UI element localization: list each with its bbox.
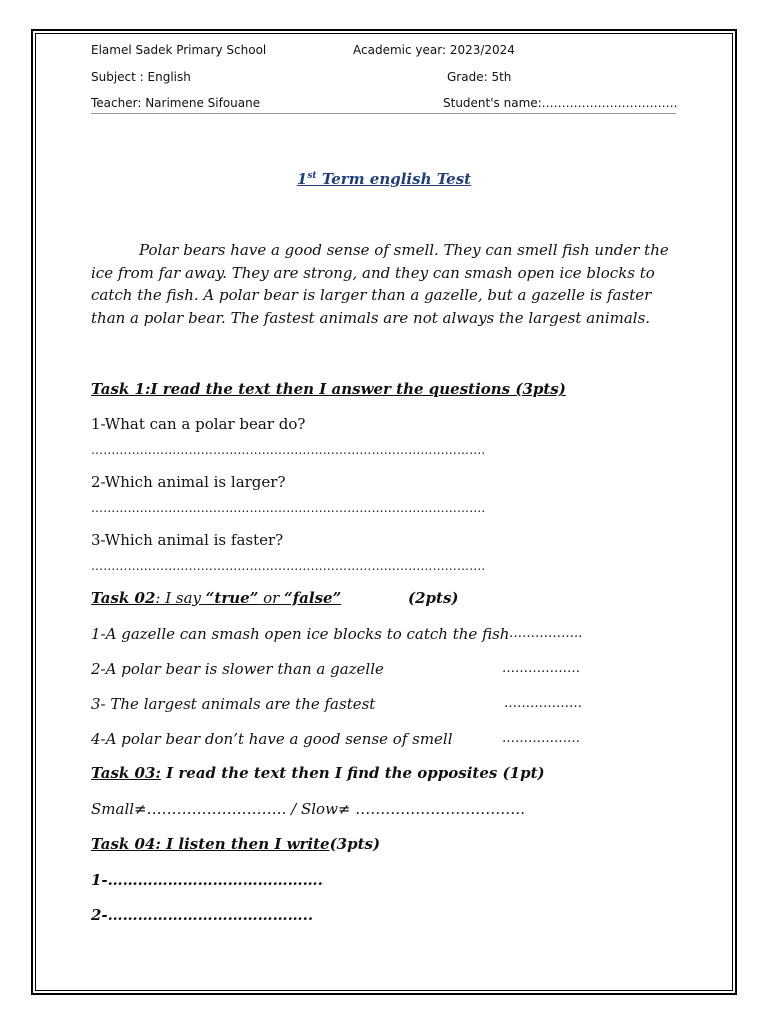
task2-blank-2[interactable]: ……………… <box>502 661 580 676</box>
task3-opposites-line[interactable]: Small≠………………………. / Slow≠ ……………………………. <box>91 800 526 818</box>
task4-points: (3pts) <box>329 835 381 853</box>
student-name-field[interactable]: Student's name:……………………………. <box>443 96 678 110</box>
task2-statement-2: 2-A polar bear is slower than a gazelle <box>91 660 384 678</box>
task3-label: Task 03: <box>91 764 161 782</box>
subject: Subject : English <box>91 70 191 84</box>
task1-question-3: 3-Which animal is faster? <box>91 531 284 549</box>
school-name: Elamel Sadek Primary School <box>91 43 267 57</box>
task1-question-2: 2-Which animal is larger? <box>91 473 286 491</box>
task2-label: Task 02 <box>91 589 156 607</box>
task2-blank-1[interactable]: …………….. <box>509 626 583 641</box>
task4-line-1[interactable]: 1-……………………………………. <box>91 871 323 889</box>
task2-points: (2pts) <box>408 589 459 607</box>
task2-instruction: : I say <box>155 589 206 607</box>
task1-answer-3[interactable]: ……………………………………………………………………………………. <box>91 559 486 573</box>
task2-blank-4[interactable]: ……………… <box>502 731 580 746</box>
task3-instruction: I read the text then I find the opposites (1pt) <box>160 764 545 782</box>
title-ordinal: 1 <box>296 170 308 188</box>
task2-true-word: “true” <box>205 589 259 607</box>
task4-line-2[interactable]: 2-………………………………….. <box>91 906 314 924</box>
task2-or-word: or <box>258 589 285 607</box>
task2-blank-3[interactable]: ……………… <box>504 696 582 711</box>
teacher: Teacher: Narimene Sifouane <box>91 96 261 110</box>
grade: Grade: 5th <box>447 70 512 84</box>
header-divider <box>91 113 676 114</box>
title-text: Term english Test <box>316 170 472 188</box>
task2-false-word: “false” <box>284 589 342 607</box>
task1-heading: Task 1:I read the text then I answer the questions (3pts) <box>91 380 566 398</box>
task1-answer-1[interactable]: ……………………………………………………………………………………. <box>91 443 486 457</box>
task2-statement-4: 4-A polar bear don’t have a good sense of smell <box>91 730 453 748</box>
task4-label: Task 04: I listen then I write <box>91 835 330 853</box>
academic-year: Academic year: 2023/2024 <box>353 43 515 57</box>
title-ordinal-suffix: st <box>307 171 317 181</box>
reading-passage <box>91 239 681 329</box>
task3-heading <box>91 764 545 782</box>
task2-statement-1: 1-A gazelle can smash open ice blocks to catch the fish <box>91 625 510 643</box>
passage-text: Polar bears have a good sense of smell. They can smell fish under the ice from far away. They are strong, and they can smash open ice blocks to catch the fish. A polar bear is larger than a gazelle, but a gazelle is faster than a polar bear. The fastest animals are not always the largest animals. <box>91 241 669 327</box>
task2-statement-3: 3- The largest animals are the fastest <box>91 695 376 713</box>
task1-question-1: 1-What can a polar bear do? <box>91 415 306 433</box>
test-title <box>0 170 768 188</box>
task2-heading <box>91 589 341 607</box>
task1-answer-2[interactable]: ……………………………………………………………………………………. <box>91 501 486 515</box>
task4-heading <box>91 835 380 853</box>
